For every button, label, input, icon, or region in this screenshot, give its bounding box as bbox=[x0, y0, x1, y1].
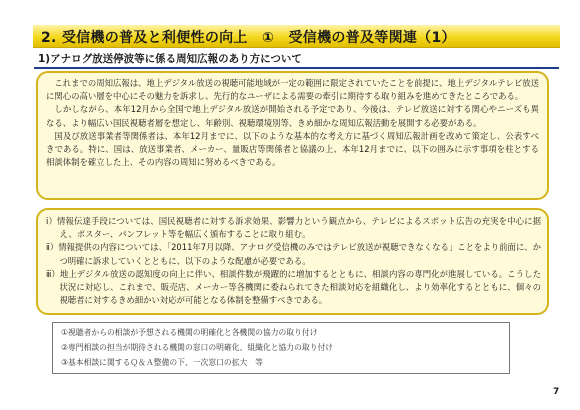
policy-item: ⅱ）情報提供の内容については、「2011年7月以降、アナログ受信機のみではテレビ放送が視聴できなくなる」ことをより前面に、かつ明確に訴求していくとともに、以下のような配慮が必要である。 bbox=[46, 242, 541, 266]
page-title: 2. 受信機の普及と利便性の向上 ① 受信機の普及等関連（1） bbox=[41, 30, 456, 46]
section-subtitle-text: 1)アナログ放送停波等に係る周知広報のあり方について bbox=[38, 53, 302, 65]
policy-items-box bbox=[36, 208, 549, 315]
policy-item: ⅲ）地上デジタル放送の認知度の向上に伴い、相談件数が飛躍的に増加するとともに、相談内容の専門化が進展している。こうした状況に対応し、これまで、販売店、メーカー等各機関に委ねられてきた相談対応を組織化し、より効率化するとともに、個々の視聴者に対するきめ細かい対応が可能となる体制を整備すべきである。 bbox=[46, 268, 541, 306]
title-bar bbox=[33, 25, 560, 48]
summary-paragraph: これまでの周知広報は、地上デジタル放送の視聴可能地域が一定の範囲に限定されていたことを前提に、地上デジタルテレビ放送に関心の高い層を中心にその魅力を訴求し、先行的なユーザによる需要の牽引に期待する取り組みを進めてきたところである。 bbox=[46, 78, 539, 102]
summary-paragraph: しかしながら、本年12月から全国で地上デジタル放送が開始される予定であり、今後は、テレビ放送に対する関心やニーズも異なる、より幅広い国民視聴者層を想定し、年齢別、視聴環境別等、きめ細かな周知広報活動を展開する必要がある。 bbox=[46, 104, 539, 128]
page-number: 7 bbox=[553, 387, 560, 397]
background-summary-box bbox=[36, 71, 549, 200]
consultation-measures-box bbox=[52, 322, 510, 374]
measure-item: ③基本相談に関するＱ＆Ａ整備の下、一次窓口の拡大 等 bbox=[61, 358, 263, 367]
section-subtitle bbox=[34, 51, 559, 69]
measure-item: ②専門相談の担当が期待される機関の窓口の明確化、組織化と協力の取り付け bbox=[61, 343, 334, 352]
policy-item: ⅰ）情報伝達手段については、国民視聴者に対する訴求効果、影響力という観点から、テレビによるスポット広告の充実を中心に据え、ポスター、パンフレット等を幅広く頒布することに取り組む。 bbox=[46, 216, 541, 240]
measure-item: ①視聴者からの相談が予想される機関の明確化と各機関の協力の取り付け bbox=[61, 328, 318, 337]
summary-paragraph: 国及び放送事業者等関係者は、本年12月までに、以下のような基本的な考え方に基づく周知広報計画を改めて策定し、公表すべきである。特に、国は、放送事業者、メーカー、量販店等関係者と協議の上、本年12月までに、以下の囲みに示す事項を柱とする相談体制を確立した上、その内容の周知に努めるべきである。 bbox=[46, 130, 539, 168]
